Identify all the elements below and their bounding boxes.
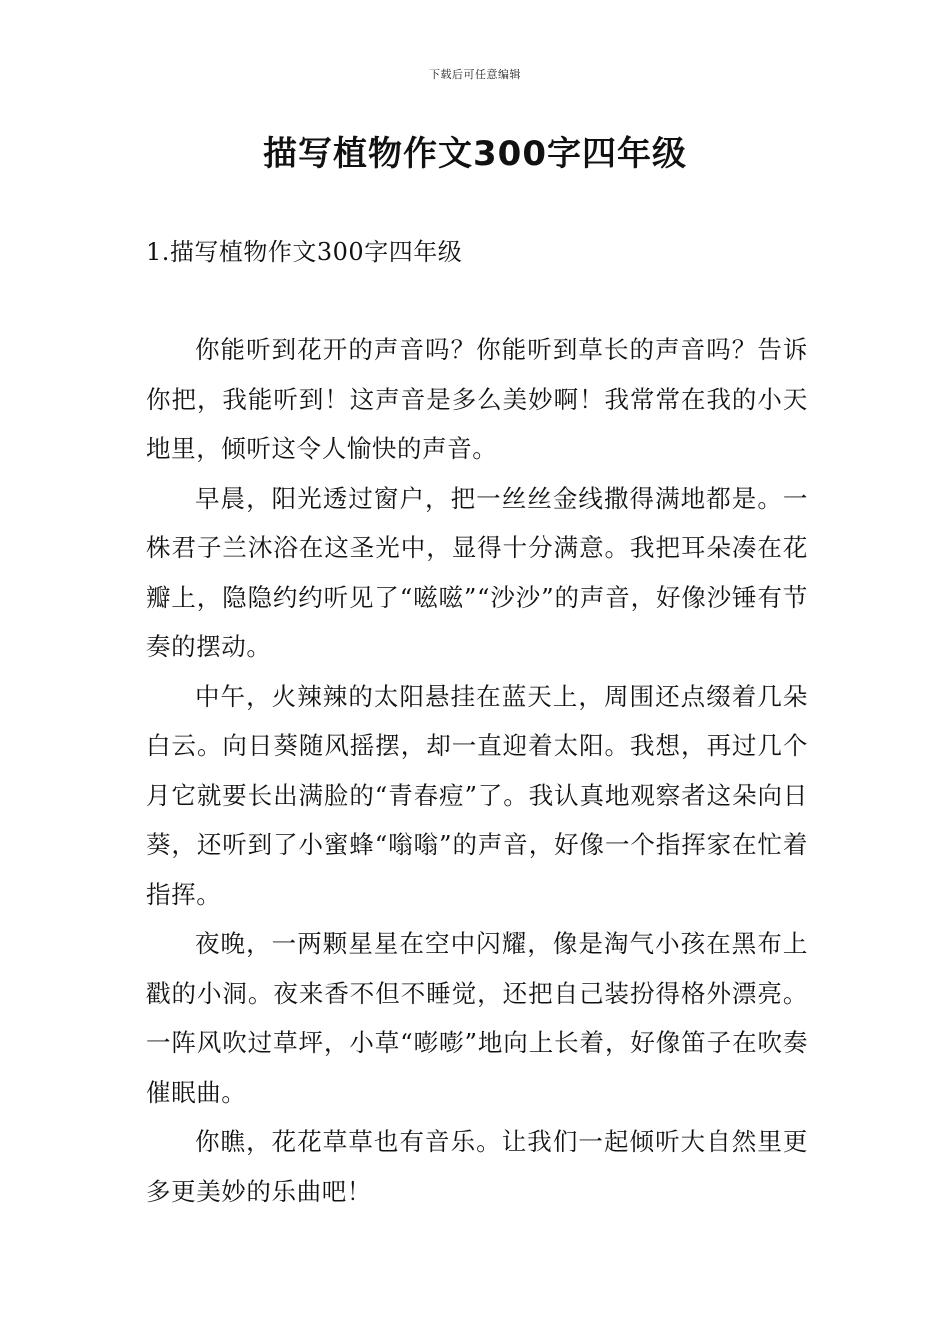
paragraph: 你能听到花开的声音吗？你能听到草长的声音吗？告诉你把，我能听到！这声音是多么美妙啊！我常常在我的小天地里，倾听这令人愉快的声音。 xyxy=(146,335,808,463)
document-title: 描写植物作文300字四年级 xyxy=(263,134,687,174)
paragraph: 中午，火辣辣的太阳悬挂在蓝天上，周围还点缀着几朵白云。向日葵随风摇摆，却一直迎着太阳。我想，再过几个月它就要长出满脸的“青春痘”了。我认真地观察者这朵向日葵，还听到了小蜜蜂“嗡嗡”的声音，好像一个指挥家在忙着指挥。 xyxy=(146,681,808,909)
paragraph: 早晨，阳光透过窗户，把一丝丝金线撒得满地都是。一株君子兰沐浴在这圣光中，显得十分满意。我把耳朵凑在花瓣上，隐隐约约听见了“嗞嗞”“沙沙”的声音，好像沙锤有节奏的摆动。 xyxy=(146,483,808,661)
header-note: 下载后可任意编辑 xyxy=(429,68,521,81)
essay-body xyxy=(146,325,808,1216)
section-heading: 1.描写植物作文300字四年级 xyxy=(146,238,463,266)
paragraph: 夜晚，一两颗星星在空中闪耀，像是淘气小孩在黑布上戳的小洞。夜来香不但不睡觉，还把自己装扮得格外漂亮。一阵风吹过草坪，小草“嘭嘭”地向上长着，好像笛子在吹奏催眠曲。 xyxy=(146,929,808,1107)
paragraph: 你瞧，花花草草也有音乐。让我们一起倾听大自然里更多更美妙的乐曲吧！ xyxy=(146,1127,808,1206)
